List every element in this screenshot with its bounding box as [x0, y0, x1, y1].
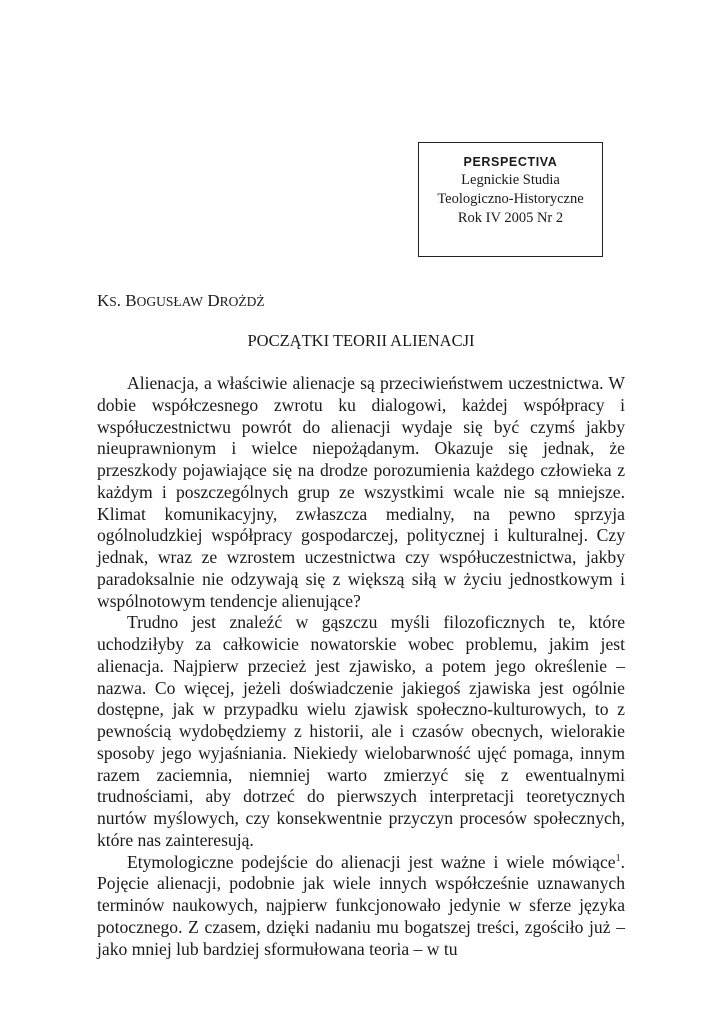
footnote-ref-1[interactable]: 1	[615, 852, 621, 864]
paragraph-3	[97, 852, 625, 961]
author-prefix-smallcaps: S	[109, 294, 117, 309]
author-first-initial: . B	[116, 291, 137, 310]
paragraph-3-rest: . Pojęcie alienacji, podobnie jak wiele innych współcześnie uznawanych terminów naukowych, najpierw funkcjonowało jedynie w sferze języka potocznego. Z czasem, dzięki nadaniu mu bogatszej treści, zgościło już – jako mniej lub bardziej sformułowana teoria – w tu	[97, 851, 625, 959]
journal-info-box	[418, 142, 603, 257]
paragraph-2: Trudno jest znaleźć w gąszczu myśli filozoficznych te, które uchodziłyby za całkowicie nowatorskie wobec problemu, jakim jest alienacja. Najpierw przecież jest zjawisko, a potem jego określenie – nazwa. Co więcej, jeżeli doświadczenie jakiegoś zjawiska jest ogólnie dostępne, jak w przypadku wielu zjawisk społeczno-kulturowych, to z pewnością wydobędziemy z historii, ale i czasów obecnych, wielorakie sposoby jego wyjaśniania. Niekiedy wielobarwność ujęć pomaga, innym razem zaciemnia, niemniej warto zmierzyć się z ewentualnymi trudnościami, aby dotrzeć do pierwszych interpretacji teoretycznych nurtów myślowych, czy konsekwentnie przyczyn procesów społecznych, które nas zainteresują.	[97, 612, 625, 850]
author-last-initial: D	[203, 291, 220, 310]
journal-series-line: Legnickie Studia	[461, 172, 560, 188]
author-prefix: K	[97, 291, 110, 310]
paragraph-1: Alienacja, a właściwie alienacje są przeciwieństwem uczestnictwa. W dobie współczesnego zwrotu ku dialogowi, każdej współpracy i współuczestnictwu powrót do alienacji wydaje się być czymś jakby nieuprawnionym i wielce niepożądanym. Okazuje się jednak, że przeszkody pojawiające się na drodze porozumienia każdego człowieka z każdym i poszczególnych grup ze wszystkimi wcale nie są mniejsze. Klimat komunikacyjny, zwłaszcza medialny, na pewno sprzyja ogólnoludzkiej współpracy gospodarczej, politycznej i kulturalnej. Czy jednak, wraz ze wzrostem uczestnictwa czy współuczestnictwa, jakby paradoksalnie nie odzywają się z większą siłą w życiu jednostkowym i wspólnotowym tendencje alienujące?	[97, 373, 625, 611]
article-author	[97, 290, 265, 313]
article-body	[97, 373, 625, 960]
journal-subtitle-line: Teologiczno-Historyczne	[437, 191, 584, 207]
article-title: POCZĄTKI TEORII ALIENACJI	[247, 331, 475, 350]
journal-name: PERSPECTIVA	[463, 155, 558, 169]
journal-issue-line: Rok IV 2005 Nr 2	[457, 210, 564, 226]
paragraph-3-start: Etymologiczne podejście do alienacji jest ważne i wiele mówiące	[127, 851, 616, 872]
author-first-smallcaps: OGUSŁAW	[136, 294, 204, 309]
author-last-smallcaps: ROŻDŻ	[219, 294, 265, 309]
